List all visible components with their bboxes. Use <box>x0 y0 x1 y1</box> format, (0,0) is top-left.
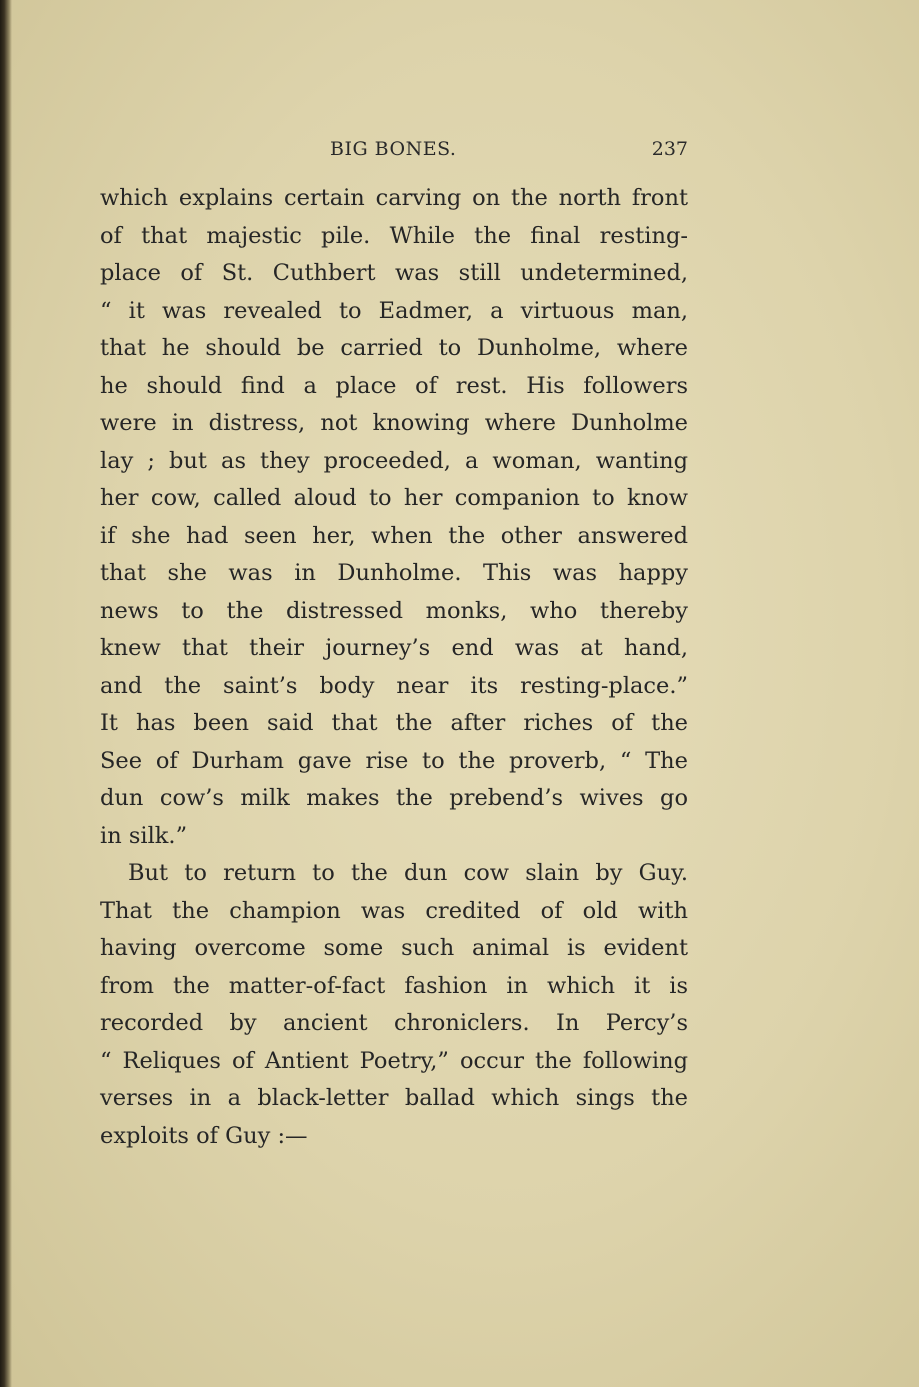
text-line: See of Durham gave rise to the proverb, “ The <box>100 747 688 774</box>
text-line: her cow, called aloud to her companion to know <box>100 485 688 511</box>
text-line: were in distress, not knowing where Dunholme <box>100 410 688 436</box>
body-text <box>100 180 688 1155</box>
text-line: lay ; but as they proceeded, a woman, wanting <box>100 447 688 474</box>
page-number: 237 <box>651 138 688 160</box>
text-line: in silk.” <box>100 822 188 849</box>
text-line: he should find a place of rest. His followers <box>100 372 688 399</box>
text-line: That the champion was credited of old with <box>100 897 688 924</box>
text-line: and the saint’s body near its resting-place.” <box>100 672 688 699</box>
text-line: of that majestic pile. While the final resting- <box>100 222 688 249</box>
text-line: from the matter-of-fact fashion in which it is <box>100 972 688 999</box>
text-line: news to the distressed monks, who thereby <box>100 597 688 624</box>
text-line: if she had seen her, when the other answered <box>100 522 688 549</box>
text-line: “ it was revealed to Eadmer, a virtuous man, <box>100 297 688 324</box>
text-line: exploits of Guy :— <box>100 1122 308 1149</box>
text-line: knew that their journey’s end was at hand, <box>100 635 688 661</box>
text-line: “ Reliques of Antient Poetry,” occur the following <box>100 1047 688 1074</box>
page-header <box>100 138 688 168</box>
text-line: But to return to the dun cow slain by Guy. <box>128 860 688 886</box>
text-line: place of St. Cuthbert was still undetermined, <box>100 260 688 286</box>
text-line: verses in a black-letter ballad which sings the <box>100 1085 688 1111</box>
paragraph-1 <box>100 180 688 855</box>
text-line: which explains certain carving on the north front <box>100 185 688 211</box>
text-line: that he should be carried to Dunholme, where <box>100 335 688 361</box>
paragraph-2 <box>100 855 688 1155</box>
text-line: recorded by ancient chroniclers. In Percy’s <box>100 1010 688 1036</box>
binding-edge <box>0 0 12 1387</box>
text-line: dun cow’s milk makes the prebend’s wives go <box>100 785 688 811</box>
running-head: BIG BONES. <box>330 138 457 160</box>
text-line: having overcome some such animal is evident <box>100 935 688 961</box>
text-line: that she was in Dunholme. This was happy <box>100 560 688 586</box>
text-line: It has been said that the after riches of the <box>100 710 688 736</box>
